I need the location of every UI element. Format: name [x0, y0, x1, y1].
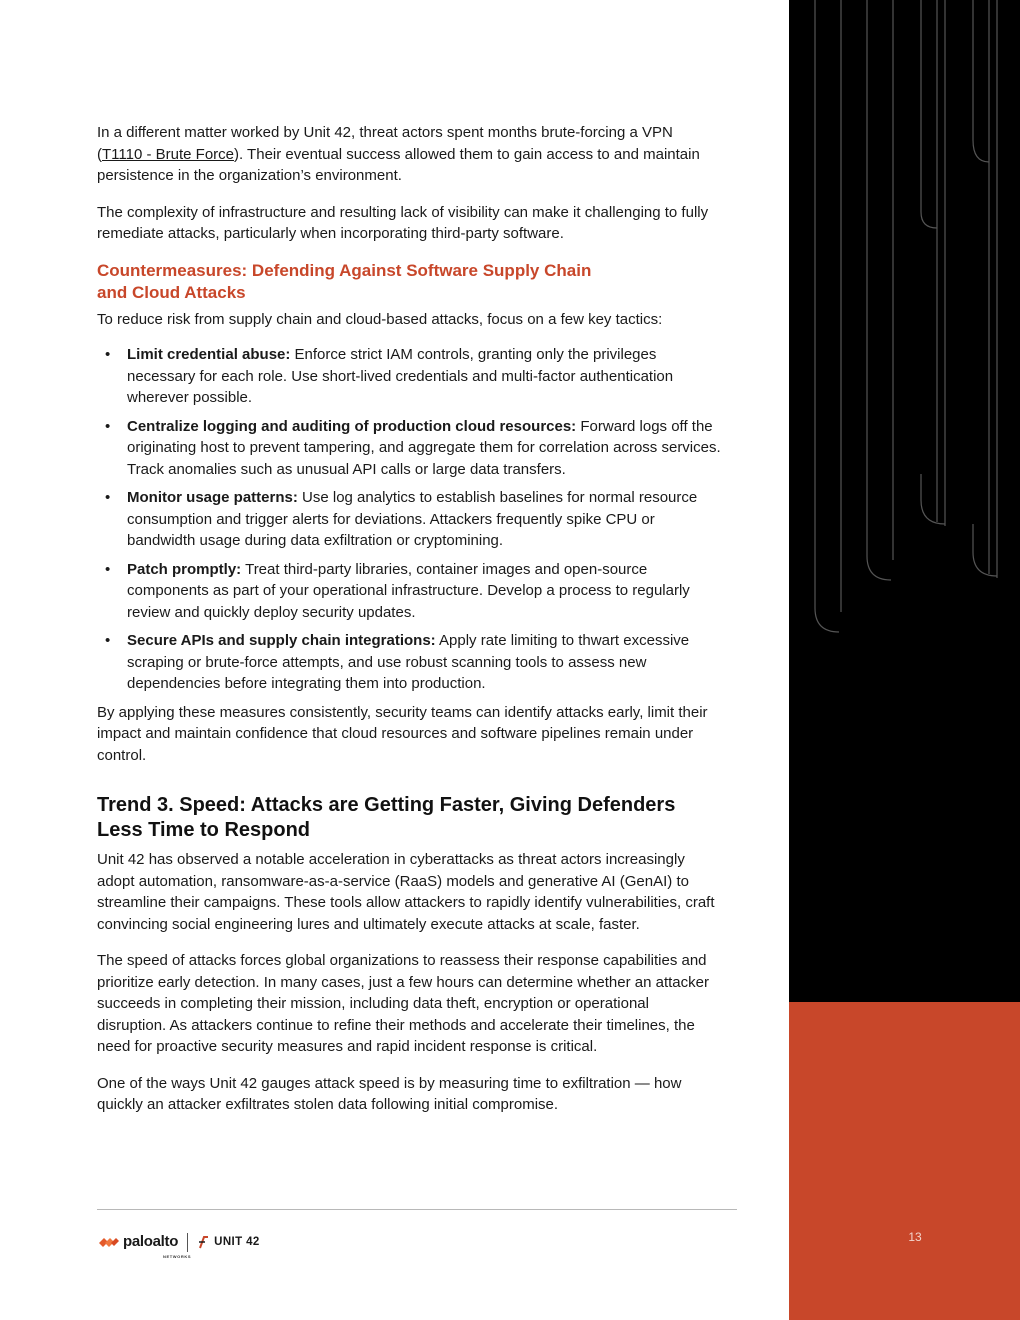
paragraph-brute-force: In a different matter worked by Unit 42, threat actors spent months brute-forcing a VPN (T1110 - Brute Force). Their eventual success allowed them to gain access to and maintain persistence in the organization’s environment.	[97, 124, 700, 184]
countermeasures-intro: To reduce risk from supply chain and cloud-based attacks, focus on a few key tactics:	[97, 310, 663, 328]
trend3-heading: Trend 3. Speed: Attacks are Getting Faster, Giving Defenders Less Time to Respond	[97, 794, 676, 841]
trend3-paragraph: Unit 42 has observed a notable acceleration in cyberattacks as threat actors increasingly adopt automation, ransomware-as-a-service (RaaS) models and generative AI (GenAI) to streamline their campaigns. These tools allow attackers to rapidly identify vulnerabilities, craft convincing social engineering lures and ultimately execute attacks at scale, faster.	[97, 851, 715, 933]
trend3-paragraph: One of the ways Unit 42 gauges attack speed is by measuring time to exfiltration — how quickly an attacker exfiltrates stolen data following initial compromise.	[97, 1074, 682, 1113]
logo-separator	[187, 1233, 188, 1252]
footer-divider	[97, 1209, 737, 1210]
countermeasures-closing: By applying these measures consistently, security teams can identify attacks early, limit their impact and maintain confidence that cloud resources and software pipelines remain under control.	[97, 703, 708, 764]
unit42-wordmark: UNIT 42	[214, 1236, 260, 1248]
countermeasures-heading: Countermeasures: Defending Against Software Supply Chain and Cloud Attacks	[97, 260, 592, 302]
page-number: 13	[908, 1230, 922, 1244]
paloalto-logo-icon	[98, 1234, 120, 1250]
countermeasures-list	[97, 344, 721, 695]
page-content	[97, 122, 721, 1131]
list-item: • Monitor usage patterns: Use log analytics to establish baselines for normal resource consumption and trigger alerts for deviations. Attackers frequently spike CPU or bandwidth usage during data exfiltration or cryptomining.	[97, 487, 721, 552]
t1110-link[interactable]: T1110 - Brute Force	[102, 145, 234, 163]
unit42-logo-icon	[197, 1235, 211, 1249]
footer-logo	[98, 1229, 260, 1259]
decorative-line-art	[789, 0, 1020, 700]
paragraph-complexity: The complexity of infrastructure and resulting lack of visibility can make it challenging to fully remediate attacks, particularly when incorporating third-party software.	[97, 203, 709, 242]
list-item: • Centralize logging and auditing of production cloud resources: Forward logs off the originating host to prevent tampering, and aggregate them for correlation across services. Track anomalies such as unusual API calls or large data transfers.	[97, 416, 721, 481]
paloalto-wordmark: paloalto NETWORKS	[123, 1233, 192, 1259]
list-item: • Secure APIs and supply chain integrations: Apply rate limiting to thwart excessive scraping or brute-force attempts, and use robust scanning tools to assess new dependencies before integrating them into production.	[97, 630, 721, 695]
trend3-paragraph: The speed of attacks forces global organizations to reassess their response capabilities and prioritize early detection. In many cases, just a few hours can determine whether an attacker succeeds in completing their mission, including data theft, encryption or operational disruption. As attackers continue to refine their methods and accelerate their timelines, the need for proactive security measures and rapid incident response is critical.	[97, 952, 709, 1055]
sidebar-accent-panel	[789, 1002, 1020, 1320]
list-item: • Patch promptly: Treat third-party libraries, container images and open-source components as part of your operational infrastructure. Develop a process to regularly review and quickly deploy security updates.	[97, 559, 721, 624]
list-item: • Limit credential abuse: Enforce strict IAM controls, granting only the privileges necessary for each role. Use short-lived credentials and multi-factor authentication wherever possible.	[97, 344, 721, 409]
